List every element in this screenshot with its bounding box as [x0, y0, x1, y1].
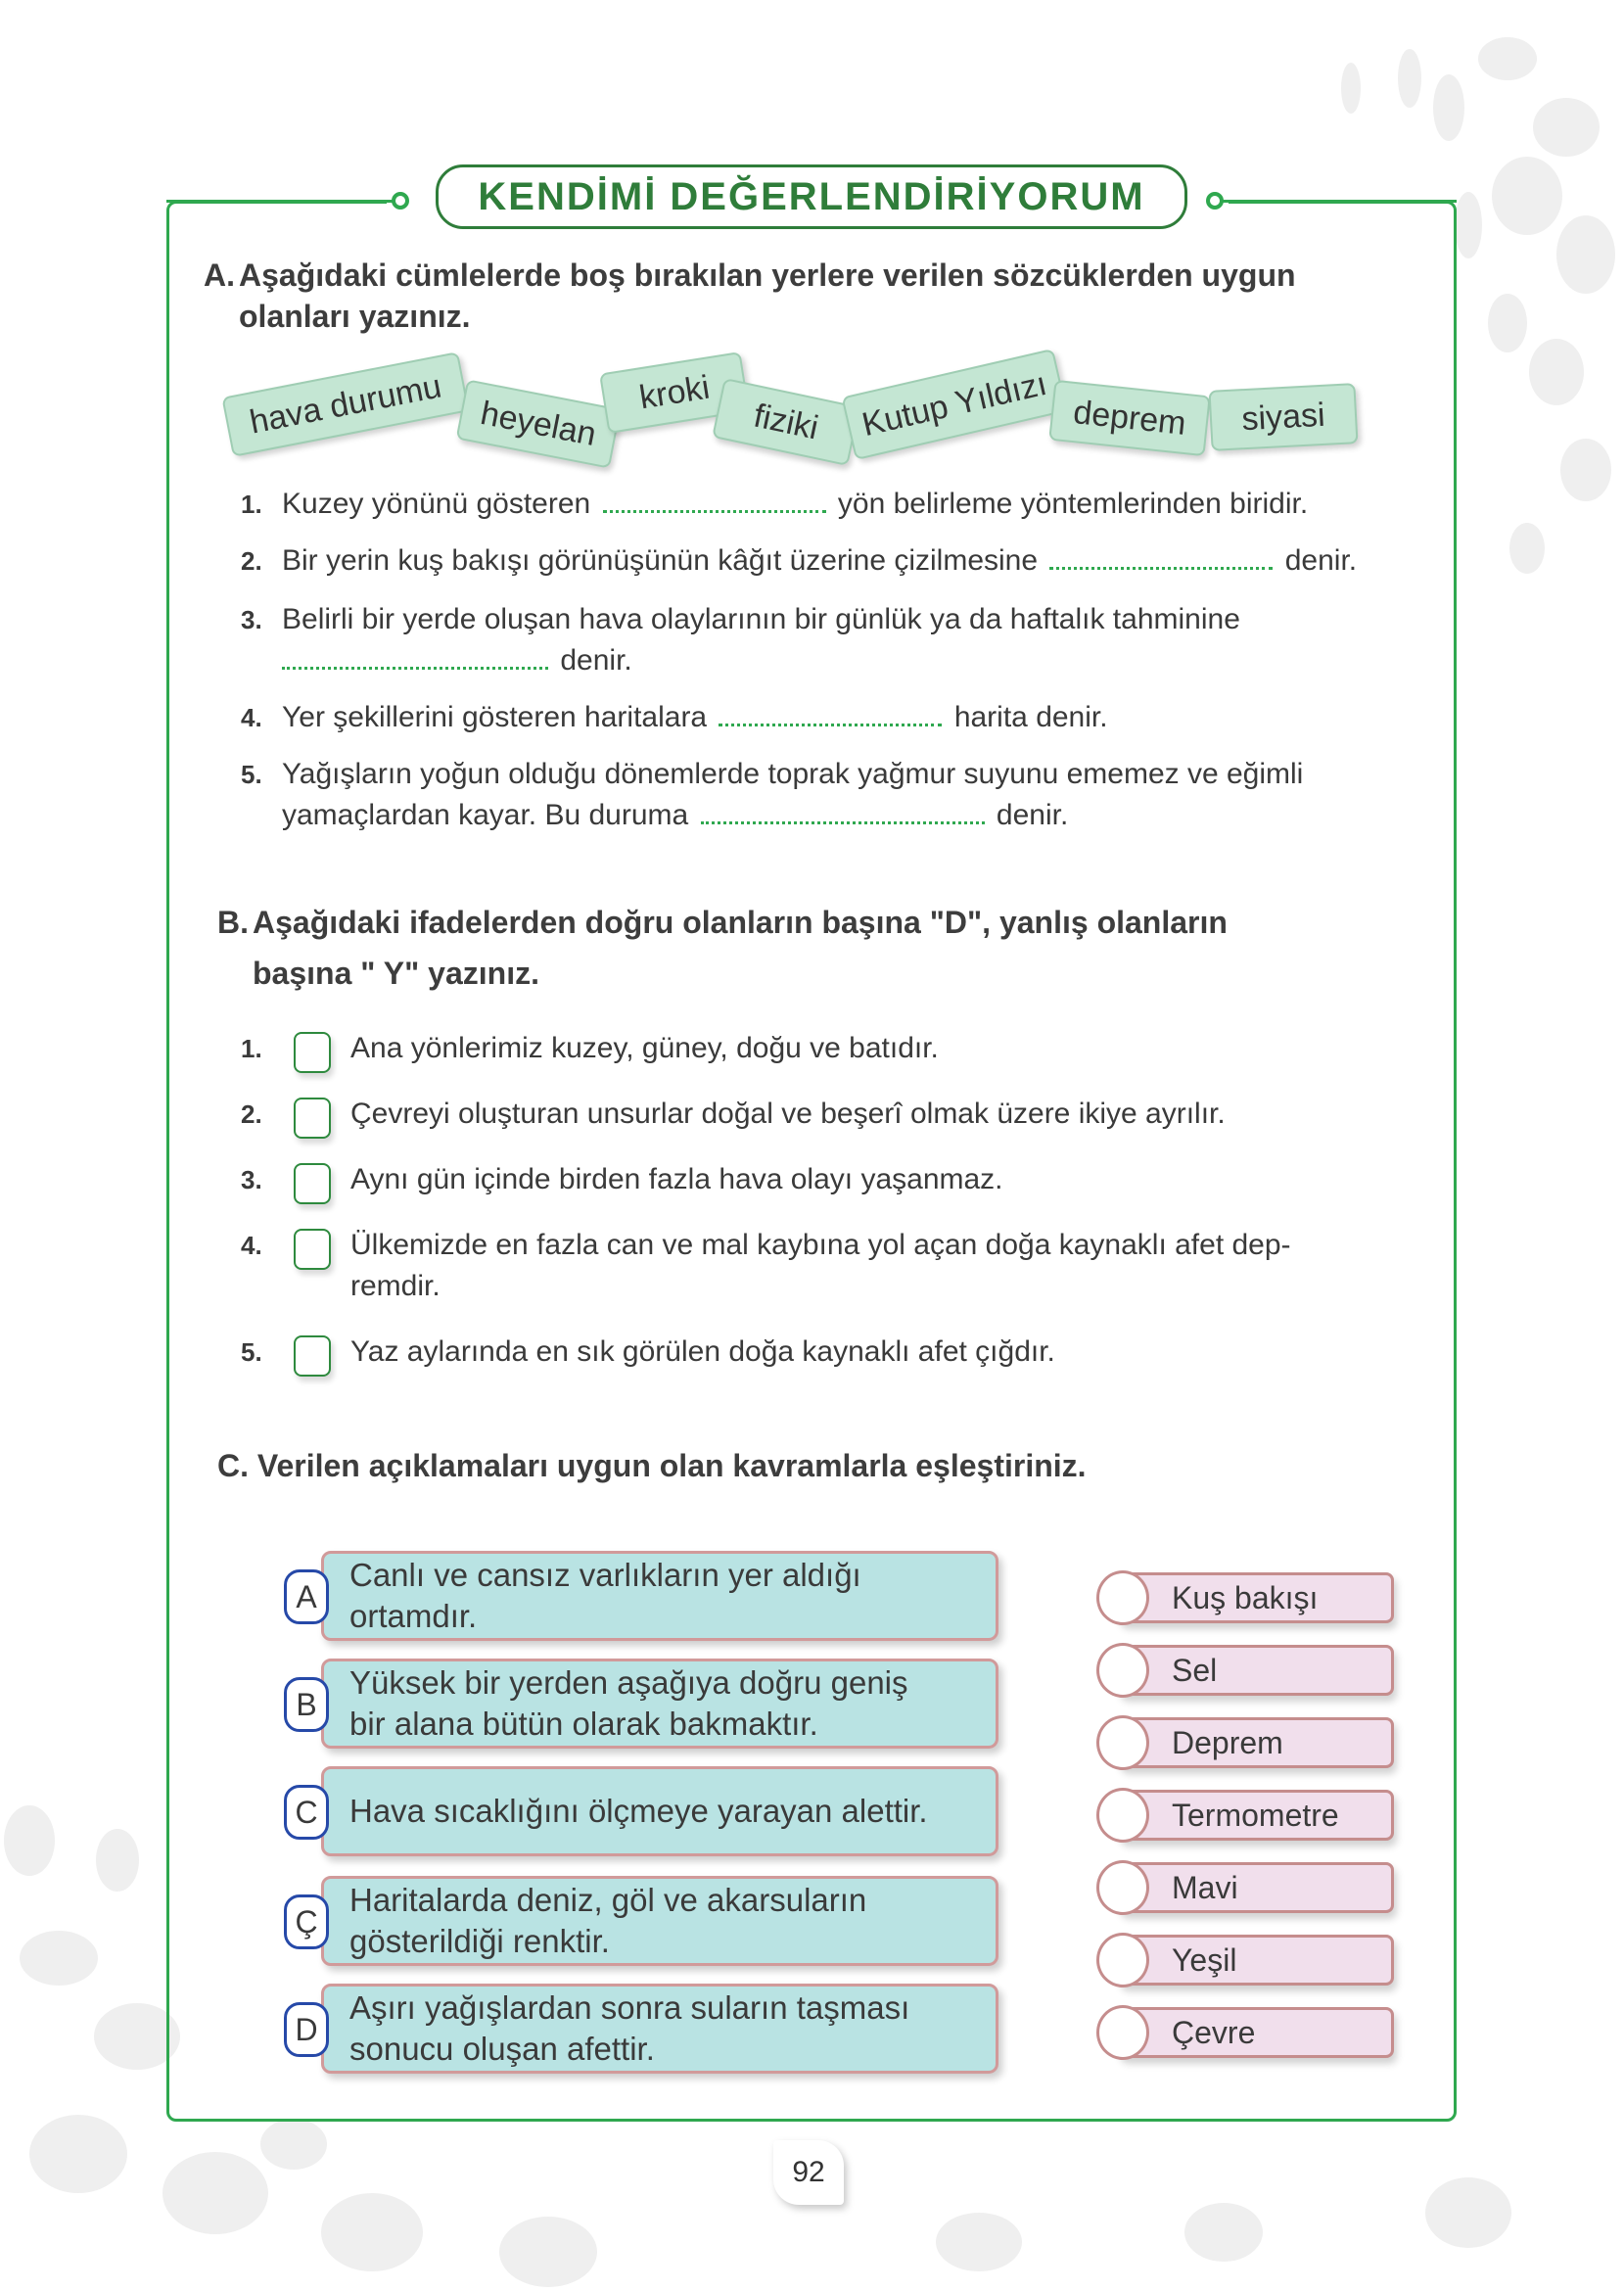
definition-label-a: A [284, 1569, 329, 1624]
word-chip: hava durumu [221, 351, 469, 457]
title-dot-left-icon [392, 192, 409, 210]
word-chip: Kutup Yıldızı [841, 349, 1067, 460]
answer-checkbox-3[interactable] [294, 1163, 331, 1204]
word-chip: fiziki [712, 378, 860, 466]
tf-statement-2: 2. Çevreyi oluşturan unsurlar doğal ve beşerî olmak üzere ikiye ayrılır. [241, 1098, 1226, 1130]
concept-circle-icon [1096, 1788, 1149, 1843]
section-b-heading [217, 897, 1441, 999]
concept-circle-icon [1096, 1643, 1149, 1698]
answer-blank[interactable] [282, 641, 548, 670]
title-line-right [1222, 200, 1457, 203]
fill-question-1: 1. Kuzey yönünü gösteren yön belirleme yöntemlerinden biridir. [241, 484, 1308, 525]
tf-statement-1: 1. Ana yönlerimiz kuzey, güney, doğu ve batıdır. [241, 1032, 939, 1064]
answer-blank[interactable] [719, 698, 942, 726]
fill-question-5: 5. Yağışların yoğun olduğu dönemlerde toprak yağmur suyunu ememez ve eğimli yamaçlardan kayar. Bu duruma denir. [241, 758, 1304, 831]
section-c-letter: C. [217, 1448, 249, 1483]
tf-statement-5: 5. Yaz aylarında en sık görülen doğa kaynaklı afet çığdır. [241, 1335, 1055, 1368]
word-chip: kroki [599, 351, 750, 434]
tf-statement-4: 4. Ülkemizde en fazla can ve mal kaybına yol açan doğa kaynaklı afet dep- remdir. [241, 1229, 1291, 1302]
word-chip: heyelan [456, 379, 622, 468]
concept-mavi[interactable]: Mavi [1118, 1862, 1394, 1913]
concept-kus-bakisi[interactable]: Kuş bakışı [1118, 1572, 1394, 1623]
section-a-letter: A. [204, 257, 235, 293]
definition-box-c-cedilla[interactable]: Haritalarda deniz, göl ve akarsuların gösterildiği renktir. [321, 1876, 998, 1966]
answer-blank[interactable] [701, 796, 985, 824]
word-chip: siyasi [1208, 383, 1358, 451]
concept-circle-icon [1096, 1570, 1149, 1625]
concept-cevre[interactable]: Çevre [1118, 2007, 1394, 2058]
title-line-left [166, 200, 399, 203]
definition-box-c[interactable]: Hava sıcaklığını ölçmeye yarayan alettir. [321, 1766, 998, 1856]
section-b-instruction-1: Aşağıdaki ifadelerden doğru olanların başına "D", yanlış olanların [253, 905, 1228, 940]
concept-sel[interactable]: Sel [1118, 1645, 1394, 1696]
section-c-instruction: Verilen açıklamaları uygun olan kavramlarla eşleştiriniz. [256, 1448, 1087, 1483]
concept-circle-icon [1096, 2005, 1149, 2060]
answer-blank[interactable] [603, 485, 826, 513]
concept-circle-icon [1096, 1933, 1149, 1987]
definition-label-d: D [284, 2002, 329, 2057]
concept-yesil[interactable]: Yeşil [1118, 1935, 1394, 1986]
answer-checkbox-1[interactable] [294, 1032, 331, 1073]
answer-checkbox-5[interactable] [294, 1335, 331, 1377]
tf-statement-3: 3. Aynı gün içinde birden fazla hava olayı yaşanmaz. [241, 1163, 1003, 1195]
fill-question-3: 3. Belirli bir yerde oluşan hava olaylarının bir günlük ya da haftalık tahminine denir. [241, 603, 1240, 677]
section-b-instruction-2: başına " Y" yazınız. [253, 956, 539, 991]
answer-blank[interactable] [1049, 541, 1273, 570]
fill-question-2: 2. Bir yerin kuş bakışı görünüşünün kâğıt üzerine çizilmesine denir. [241, 540, 1357, 582]
concept-circle-icon [1096, 1860, 1149, 1915]
definition-box-b[interactable]: Yüksek bir yerden aşağıya doğru geniş bir alana bütün olarak bakmaktır. [321, 1659, 998, 1749]
concept-termometre[interactable]: Termometre [1118, 1790, 1394, 1841]
section-c-heading [217, 1445, 1441, 1486]
fill-question-4: 4. Yer şekillerini gösteren haritalara harita denir. [241, 697, 1108, 738]
page-number: 92 [773, 2140, 844, 2205]
definition-label-b: B [284, 1677, 329, 1732]
section-a-instruction-2: olanları yazınız. [239, 299, 471, 334]
definition-box-d[interactable]: Aşırı yağışlardan sonra suların taşması sonucu oluşan afettir. [321, 1984, 998, 2074]
page-title: KENDİMİ DEĞERLENDİRİYORUM [436, 164, 1187, 229]
concept-circle-icon [1096, 1715, 1149, 1770]
definition-box-a[interactable]: Canlı ve cansız varlıkların yer aldığı ortamdır. [321, 1551, 998, 1641]
concept-deprem[interactable]: Deprem [1118, 1717, 1394, 1768]
section-a-heading [204, 255, 1427, 337]
answer-checkbox-4[interactable] [294, 1229, 331, 1270]
definition-label-c-cedilla: Ç [284, 1894, 329, 1949]
definition-label-c: C [284, 1785, 329, 1840]
word-chip: deprem [1048, 380, 1211, 456]
answer-checkbox-2[interactable] [294, 1098, 331, 1139]
section-a-instruction-1: Aşağıdaki cümlelerde boş bırakılan yerlere verilen sözcüklerden uygun [239, 257, 1296, 293]
section-b-letter: B. [217, 905, 249, 940]
title-dot-right-icon [1206, 192, 1224, 210]
